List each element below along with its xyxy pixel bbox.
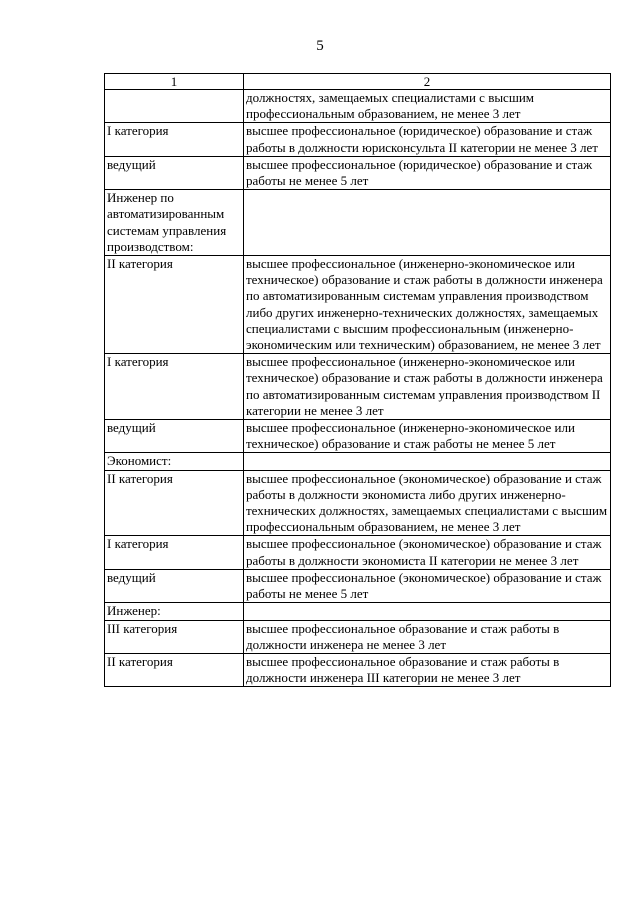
position-cell: II категория [105,653,244,686]
position-cell: III категория [105,620,244,653]
position-cell: Экономист: [105,453,244,470]
requirement-cell: должностях, замещаемых специалистами с высшим профессиональным образованием, не менее 3 лет [244,90,611,123]
table-row [105,536,611,569]
requirement-cell: высшее профессиональное (экономическое) образование и стаж работы в должности экономиста либо других инженерно-технических должностях, замещаемых специалистами с высшим профессиональным образованием, не менее 3 лет [244,470,611,536]
requirement-cell: высшее профессиональное (инженерно-экономическое или техническое) образование и стаж работы не менее 5 лет [244,420,611,453]
table-row [105,453,611,470]
table-body [105,90,611,687]
table-row [105,470,611,536]
table-row [105,354,611,420]
table-row [105,123,611,156]
table-row [105,420,611,453]
requirement-cell: высшее профессиональное образование и стаж работы в должности инженера не менее 3 лет [244,620,611,653]
qualification-requirements-table [104,73,611,687]
requirement-cell: высшее профессиональное (инженерно-экономическое или техническое) образование и стаж работы в должности инженера по автоматизированным системам управления производством либо других инженерно-технических должностях, замещаемых специалистами с высшим профессиональным (инженерно-экономическим или техническим) образованием, не менее 3 лет [244,256,611,354]
position-cell: II категория [105,256,244,354]
table-row [105,653,611,686]
table-row [105,620,611,653]
requirement-cell [244,190,611,256]
table-row [105,90,611,123]
requirement-cell: высшее профессиональное (экономическое) образование и стаж работы в должности экономиста II категории не менее 3 лет [244,536,611,569]
column-header-1: 1 [105,74,244,90]
requirement-cell: высшее профессиональное (инженерно-экономическое или техническое) образование и стаж работы в должности инженера по автоматизированным системам управления производством II категории не менее 3 лет [244,354,611,420]
table-header-row [105,74,611,90]
table-row [105,569,611,602]
requirement-cell: высшее профессиональное (юридическое) образование и стаж работы в должности юрисконсульта II категории не менее 3 лет [244,123,611,156]
position-cell [105,90,244,123]
requirement-cell: высшее профессиональное (юридическое) образование и стаж работы не менее 5 лет [244,156,611,189]
column-header-2: 2 [244,74,611,90]
position-cell: ведущий [105,156,244,189]
requirement-cell [244,603,611,620]
table-row [105,190,611,256]
table-row [105,256,611,354]
position-cell: I категория [105,536,244,569]
position-cell: ведущий [105,569,244,602]
table-row [105,156,611,189]
table-row [105,603,611,620]
position-cell: Инженер: [105,603,244,620]
requirement-cell: высшее профессиональное (экономическое) образование и стаж работы не менее 5 лет [244,569,611,602]
requirement-cell: высшее профессиональное образование и стаж работы в должности инженера III категории не менее 3 лет [244,653,611,686]
page-number: 5 [316,38,324,54]
position-cell: Инженер по автоматизированным системам управления производством: [105,190,244,256]
position-cell: I категория [105,354,244,420]
position-cell: I категория [105,123,244,156]
position-cell: II категория [105,470,244,536]
position-cell: ведущий [105,420,244,453]
requirement-cell [244,453,611,470]
